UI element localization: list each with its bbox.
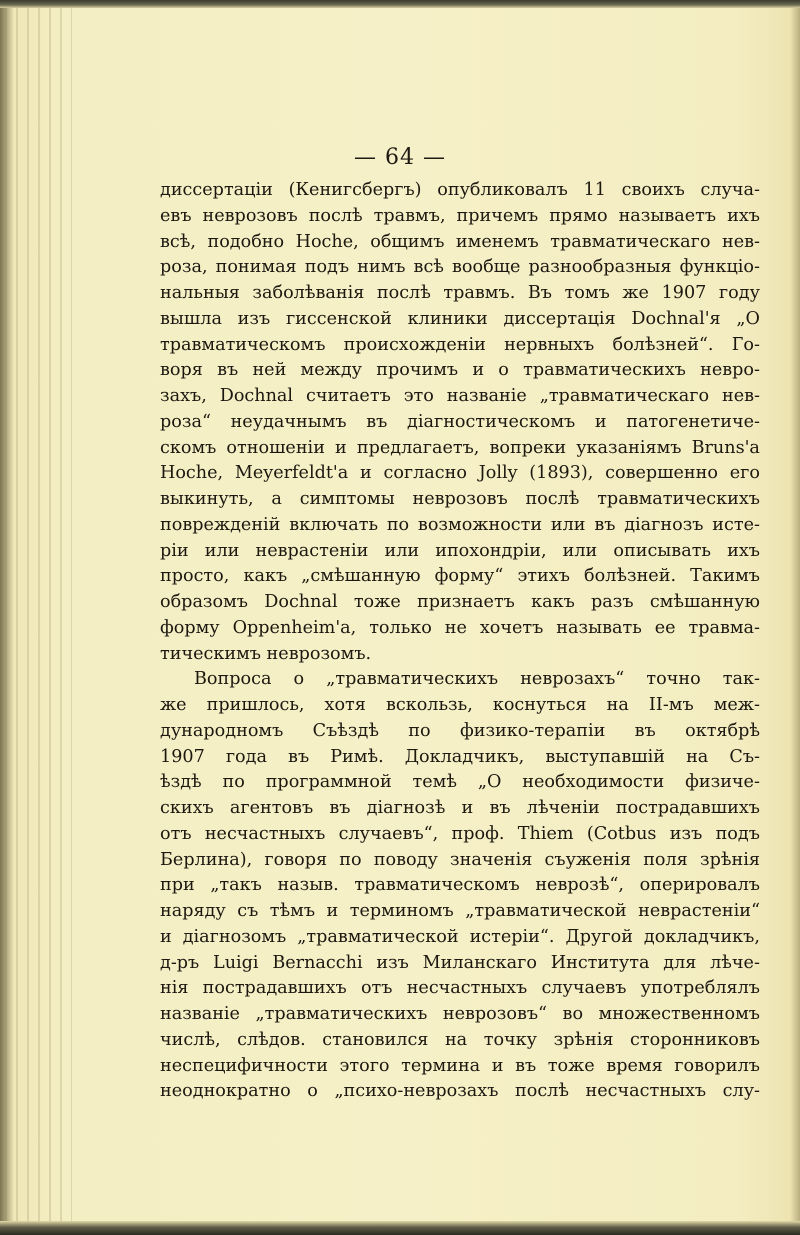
text-line: Hoche, Meyerfeldt'a и согласно Jolly (1893), совершенно его bbox=[160, 463, 760, 484]
page-number: — 64 — bbox=[354, 145, 446, 170]
left-binding-shadow bbox=[0, 8, 14, 1221]
text-line: воря въ ней между прочимъ и о травматическихъ невро- bbox=[160, 360, 760, 381]
text-line: нальныя заболѣванія послѣ травмъ. Въ томъ же 1907 году bbox=[160, 283, 760, 303]
text-line: евъ неврозовъ послѣ травмъ, причемъ прямо называетъ ихъ bbox=[160, 205, 760, 226]
text-line: ріи или неврастеніи или ипохондріи, или описывать ихъ bbox=[160, 540, 760, 561]
text-line: д-ръ Luigi Bernacchi изъ Миланскаго Института для лѣче- bbox=[160, 952, 760, 973]
text-line: нія пострадавшихъ отъ несчастныхъ случаевъ употреблялъ bbox=[160, 978, 760, 999]
text-line: и діагнозомъ „травматической истеріи“. Другой докладчикъ, bbox=[160, 926, 760, 947]
text-line: при „такъ назыв. травматическомъ неврозѣ“, оперировалъ bbox=[160, 875, 760, 896]
text-line-paragraph-end: тическимъ неврозомъ. bbox=[160, 643, 372, 664]
text-line: скихъ агентовъ въ діагнозѣ и въ лѣченіи пострадавшихъ bbox=[160, 798, 760, 818]
text-line: неоднократно о „психо-неврозахъ послѣ несчастныхъ слу- bbox=[160, 1081, 760, 1102]
text-line: диссертаціи (Кенигсбергъ) опубликовалъ 11 своихъ случа- bbox=[160, 180, 760, 200]
text-line: захъ, Dochnal считаетъ это названіе „травматическаго нев- bbox=[160, 386, 760, 406]
text-line: дународномъ Съѣздѣ по физико-терапіи въ октябрѣ bbox=[160, 720, 760, 741]
text-line: отъ несчастныхъ случаевъ“, проф. Thiem (Cotbus изъ подъ bbox=[160, 823, 760, 844]
text-line: травматическомъ происхожденіи нервныхъ болѣзней“. Го- bbox=[160, 334, 760, 355]
text-line: скомъ отношеніи и предлагаетъ, вопреки указаніямъ Bruns'a bbox=[160, 437, 760, 458]
bottom-edge-shadow bbox=[0, 1221, 800, 1235]
text-line: образомъ Dochnal тоже признаетъ какъ разъ смѣшанную bbox=[160, 592, 760, 612]
text-line: Берлина), говоря по поводу значенія съуженія поля зрѣнія bbox=[160, 849, 760, 870]
text-line: роза“ неудачнымъ въ діагностическомъ и патогенетиче- bbox=[160, 411, 760, 432]
text-line: выкинуть, а симптомы неврозовъ послѣ травматическихъ bbox=[160, 489, 760, 509]
text-line: неспецифичности этого термина и въ тоже время говорилъ bbox=[160, 1055, 760, 1076]
text-line: просто, какъ „смѣшанную форму“ этихъ болѣзней. Такимъ bbox=[160, 566, 760, 587]
text-line: роза, понимая подъ нимъ всѣ вообще разнообразныя функціо- bbox=[160, 257, 760, 278]
text-line: поврежденій включать по возможности или въ діагнозъ исте- bbox=[160, 514, 760, 535]
right-edge-shadow bbox=[790, 8, 800, 1221]
text-line: числѣ, слѣдов. становился на точку зрѣнія сторонниковъ bbox=[160, 1029, 760, 1050]
text-line: вышла изъ гиссенской клиники диссертація Dochnal'я „О bbox=[160, 308, 760, 329]
top-edge-shadow bbox=[0, 0, 800, 8]
text-line: же пришлось, хотя вскользь, коснуться на II-мъ меж- bbox=[160, 695, 760, 715]
text-line: ѣздѣ по программной темѣ „О необходимости физиче- bbox=[160, 772, 760, 793]
body-text bbox=[160, 178, 760, 1105]
text-line: всѣ, подобно Hoche, общимъ именемъ травматическаго нев- bbox=[160, 231, 760, 252]
text-line: 1907 года въ Римѣ. Докладчикъ, выступавшій на Съ- bbox=[160, 746, 760, 767]
text-line-paragraph-start: Вопроса о „травматическихъ неврозахъ“ точно так- bbox=[194, 669, 760, 690]
text-line: наряду съ тѣмъ и терминомъ „травматической неврастеніи“ bbox=[160, 901, 760, 921]
text-line: названіе „травматическихъ неврозовъ“ во множественномъ bbox=[160, 1004, 760, 1024]
text-line: форму Oppenheim'a, только не хочетъ называть ее травма- bbox=[160, 617, 760, 638]
